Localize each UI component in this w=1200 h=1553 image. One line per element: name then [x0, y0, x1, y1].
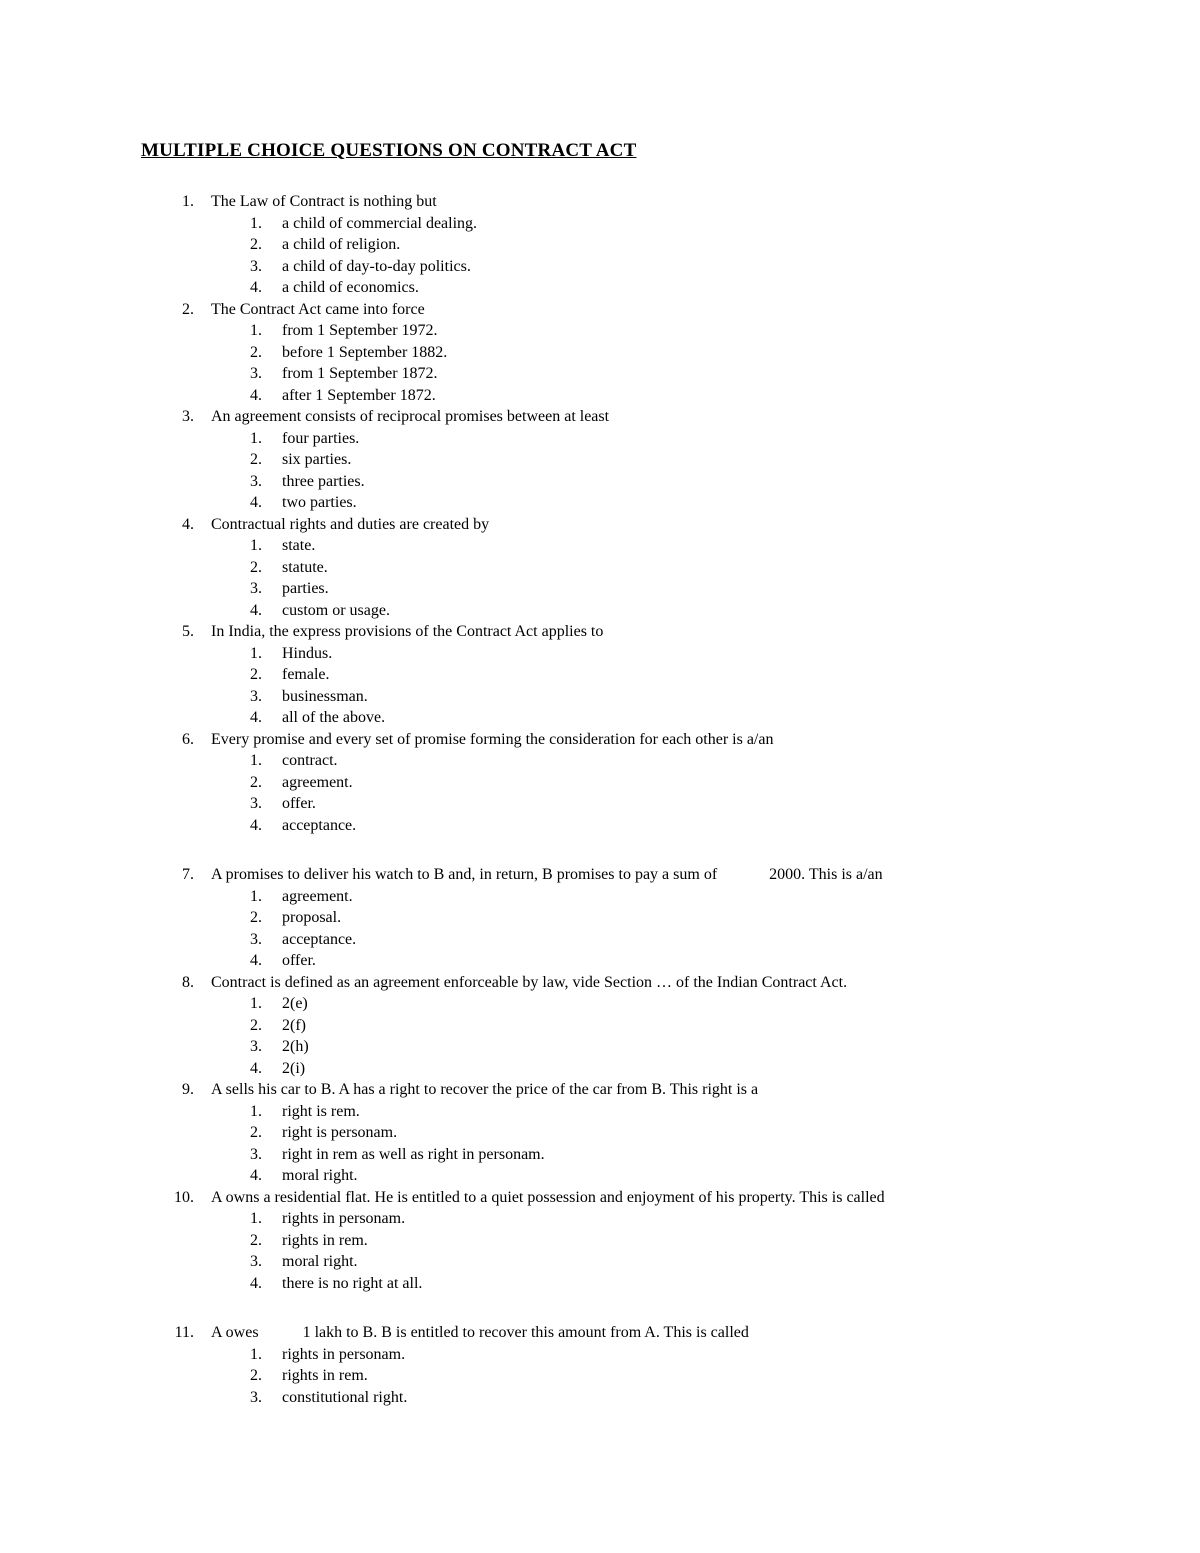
- option-text: from 1 September 1972.: [282, 322, 438, 339]
- option-number: 4.: [250, 1059, 262, 1077]
- question-2: [0, 299, 1200, 407]
- option-text: proposal.: [282, 909, 342, 926]
- option-item: [0, 320, 1200, 342]
- option-text: Hindus.: [282, 644, 333, 662]
- option-text: rights in personam.: [282, 1210, 406, 1227]
- question-text-part: A promises to deliver his watch to B and, in return, B promises to pay a sum of: [211, 866, 718, 883]
- option-item: [0, 1036, 1200, 1058]
- question-11: [0, 1322, 1200, 1408]
- option-item: [0, 1273, 1200, 1295]
- option-text: constitutional right.: [282, 1388, 408, 1406]
- option-text: from 1 September 1872.: [282, 365, 438, 382]
- option-text: three parties.: [282, 472, 365, 490]
- option-number: 2.: [250, 1231, 262, 1249]
- option-text: all of the above.: [282, 709, 386, 726]
- question-number: 3.: [182, 408, 194, 425]
- question-number: 5.: [182, 623, 194, 640]
- option-item: [0, 1344, 1200, 1366]
- option-text: offer.: [282, 795, 316, 812]
- question-stem: [0, 1187, 1200, 1209]
- option-text: four parties.: [282, 429, 360, 447]
- option-text: agreement.: [282, 773, 353, 791]
- option-text: 2(i): [282, 1059, 306, 1077]
- option-text: a child of religion.: [282, 236, 401, 253]
- document-title: MULTIPLE CHOICE QUESTIONS ON CONTRACT ACT: [141, 140, 637, 161]
- option-text: acceptance.: [282, 816, 357, 834]
- option-text: six parties.: [282, 451, 352, 468]
- option-item: [0, 1365, 1200, 1387]
- option-number: 4.: [250, 816, 262, 834]
- option-text: after 1 September 1872.: [282, 386, 436, 404]
- option-number: 1.: [250, 752, 262, 769]
- option-item: [0, 600, 1200, 622]
- question-stem: [0, 191, 1200, 213]
- option-number: 3.: [250, 472, 262, 490]
- option-text: statute.: [282, 558, 328, 576]
- option-item: [0, 993, 1200, 1015]
- option-number: 1.: [250, 214, 262, 232]
- option-text: 2(f): [282, 1016, 306, 1034]
- option-item: [0, 256, 1200, 278]
- option-item: [0, 1230, 1200, 1252]
- question-text: The Contract Act came into force: [211, 300, 425, 318]
- question-stem: [0, 514, 1200, 536]
- option-number: 3.: [250, 687, 262, 705]
- question-stem: [0, 1322, 1200, 1344]
- question-stem: [0, 299, 1200, 321]
- question-number: 9.: [182, 1081, 194, 1098]
- question-text: An agreement consists of reciprocal promises between at least: [211, 408, 610, 425]
- option-number: 4.: [250, 601, 262, 619]
- option-number: 2.: [250, 343, 262, 361]
- option-text: rights in rem.: [282, 1367, 368, 1384]
- question-list: [0, 191, 1200, 1408]
- option-text: 2(h): [282, 1038, 309, 1055]
- question-text-part: 2000. This is a/an: [769, 866, 883, 883]
- option-number: 3.: [250, 1145, 262, 1163]
- option-number: 3.: [250, 580, 262, 597]
- option-text: acceptance.: [282, 930, 357, 948]
- option-item: [0, 886, 1200, 908]
- option-item: [0, 363, 1200, 385]
- option-number: 3.: [250, 257, 262, 275]
- option-text: two parties.: [282, 494, 357, 511]
- question-text: [211, 864, 883, 886]
- question-stem: [0, 972, 1200, 994]
- question-number: 11.: [174, 1324, 194, 1341]
- question-number: 1.: [182, 193, 194, 210]
- option-number: 4.: [250, 1167, 262, 1184]
- option-item: [0, 686, 1200, 708]
- option-number: 1.: [250, 1345, 262, 1363]
- option-item: [0, 664, 1200, 686]
- option-number: 1.: [250, 1210, 262, 1227]
- option-number: 4.: [250, 279, 262, 296]
- question-number: 2.: [182, 300, 194, 318]
- option-number: 1.: [250, 995, 262, 1012]
- option-number: 2.: [250, 1124, 262, 1141]
- option-text: before 1 September 1882.: [282, 343, 448, 361]
- option-text: rights in rem.: [282, 1231, 368, 1249]
- option-text: moral right.: [282, 1167, 358, 1184]
- option-number: 1.: [250, 537, 262, 554]
- option-item: [0, 707, 1200, 729]
- option-number: 4.: [250, 952, 262, 969]
- option-text: right is personam.: [282, 1124, 398, 1141]
- option-item: [0, 492, 1200, 514]
- question-text: Contract is defined as an agreement enforceable by law, vide Section … of the Indian Contract Act.: [211, 973, 848, 991]
- option-item: [0, 535, 1200, 557]
- option-item: [0, 557, 1200, 579]
- option-number: 2.: [250, 451, 262, 468]
- option-number: 4.: [250, 386, 262, 404]
- option-number: 1.: [250, 322, 262, 339]
- question-9: [0, 1079, 1200, 1187]
- option-number: 2.: [250, 666, 262, 683]
- question-5: [0, 621, 1200, 729]
- question-stem: [0, 729, 1200, 751]
- option-item: [0, 1387, 1200, 1409]
- question-8: [0, 972, 1200, 1080]
- option-text: right is rem.: [282, 1102, 360, 1120]
- option-number: 4.: [250, 709, 262, 726]
- question-number: 10.: [174, 1188, 194, 1206]
- question-text: A sells his car to B. A has a right to recover the price of the car from B. This right is a: [211, 1081, 759, 1098]
- option-item: [0, 815, 1200, 837]
- question-text: [211, 1322, 749, 1344]
- option-item: [0, 277, 1200, 299]
- option-number: 3.: [250, 365, 262, 382]
- question-number: 8.: [182, 973, 194, 991]
- question-stem: [0, 1079, 1200, 1101]
- option-text: moral right.: [282, 1253, 358, 1270]
- option-number: 3.: [250, 930, 262, 948]
- option-item: [0, 1058, 1200, 1080]
- option-text: female.: [282, 666, 330, 683]
- option-item: [0, 1251, 1200, 1273]
- option-item: [0, 1122, 1200, 1144]
- option-number: 3.: [250, 1253, 262, 1270]
- question-4: [0, 514, 1200, 622]
- option-text: a child of commercial dealing.: [282, 214, 478, 232]
- option-item: [0, 793, 1200, 815]
- option-text: rights in personam.: [282, 1345, 406, 1363]
- option-text: 2(e): [282, 995, 308, 1012]
- option-text: contract.: [282, 752, 338, 769]
- question-text: A owns a residential flat. He is entitled to a quiet possession and enjoyment of his property. This is called: [211, 1188, 885, 1206]
- question-stem: [0, 864, 1200, 886]
- option-text: a child of economics.: [282, 279, 419, 296]
- question-text: Contractual rights and duties are created by: [211, 515, 490, 533]
- option-number: 3.: [250, 795, 262, 812]
- option-text: right in rem as well as right in personam.: [282, 1145, 545, 1163]
- option-item: [0, 772, 1200, 794]
- option-number: 2.: [250, 1016, 262, 1034]
- option-text: custom or usage.: [282, 601, 390, 619]
- option-text: offer.: [282, 952, 316, 969]
- question-text-part: 1 lakh to B. B is entitled to recover this amount from A. This is called: [302, 1324, 749, 1341]
- option-text: a child of day-to-day politics.: [282, 257, 471, 275]
- question-number: 7.: [182, 866, 194, 883]
- option-item: [0, 929, 1200, 951]
- option-number: 4.: [250, 494, 262, 511]
- question-text: In India, the express provisions of the Contract Act applies to: [211, 623, 604, 640]
- option-item: [0, 1144, 1200, 1166]
- option-number: 1.: [250, 1102, 262, 1120]
- option-item: [0, 950, 1200, 972]
- option-number: 2.: [250, 1367, 262, 1384]
- option-item: [0, 578, 1200, 600]
- option-text: parties.: [282, 580, 329, 597]
- option-item: [0, 449, 1200, 471]
- option-number: 1.: [250, 887, 262, 905]
- option-item: [0, 471, 1200, 493]
- option-item: [0, 1015, 1200, 1037]
- option-item: [0, 1165, 1200, 1187]
- option-item: [0, 213, 1200, 235]
- question-stem: [0, 406, 1200, 428]
- question-3: [0, 406, 1200, 514]
- question-stem: [0, 621, 1200, 643]
- option-text: state.: [282, 537, 316, 554]
- option-number: 1.: [250, 644, 262, 662]
- question-10: [0, 1187, 1200, 1295]
- question-text: Every promise and every set of promise forming the consideration for each other is a/an: [211, 730, 774, 748]
- question-7: [0, 864, 1200, 972]
- option-number: 3.: [250, 1038, 262, 1055]
- option-item: [0, 385, 1200, 407]
- option-item: [0, 1101, 1200, 1123]
- option-text: businessman.: [282, 687, 368, 705]
- question-text-part: A owes: [211, 1324, 259, 1341]
- question-number: 4.: [182, 515, 194, 533]
- option-number: 2.: [250, 236, 262, 253]
- option-item: [0, 643, 1200, 665]
- option-number: 2.: [250, 909, 262, 926]
- question-6: [0, 729, 1200, 837]
- option-item: [0, 750, 1200, 772]
- option-number: 4.: [250, 1274, 262, 1292]
- option-number: 3.: [250, 1388, 262, 1406]
- question-text: The Law of Contract is nothing but: [211, 193, 437, 210]
- option-number: 2.: [250, 558, 262, 576]
- option-text: there is no right at all.: [282, 1274, 423, 1292]
- option-item: [0, 1208, 1200, 1230]
- question-number: 6.: [182, 730, 194, 748]
- option-number: 1.: [250, 429, 262, 447]
- option-item: [0, 234, 1200, 256]
- option-text: agreement.: [282, 887, 353, 905]
- option-item: [0, 907, 1200, 929]
- question-1: [0, 191, 1200, 299]
- option-item: [0, 428, 1200, 450]
- option-item: [0, 342, 1200, 364]
- option-number: 2.: [250, 773, 262, 791]
